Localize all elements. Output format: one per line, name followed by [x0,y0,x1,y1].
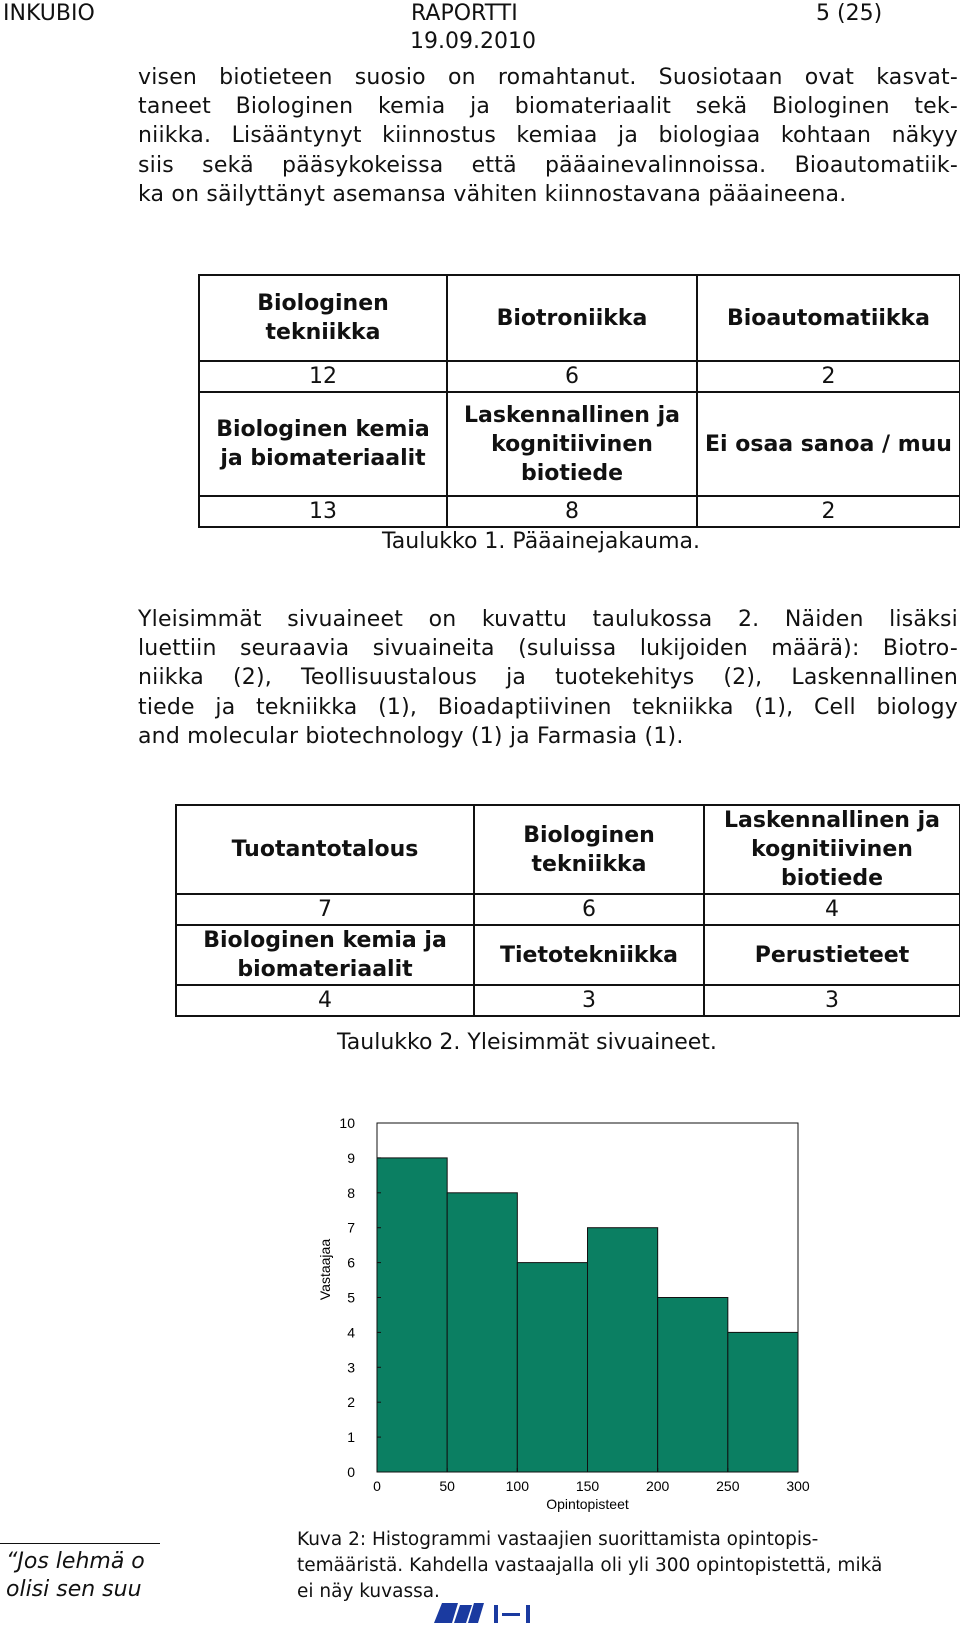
figure-caption [297,1527,957,1605]
y-axis-label: Vastaajaa [317,1238,333,1301]
y-tick-label: 7 [347,1219,355,1236]
histogram-bar [447,1193,517,1472]
paragraph-line: luettiin seuraavia sivuaineita (suluissa lukijoiden määrä): Biotro- [138,636,958,662]
paragraph-line: taneet Biologinen kemia ja biomateriaalit sekä Biologinen tek- [138,94,958,120]
paragraph-line: niikka (2), Teollisuustalous ja tuotekehitys (2), Laskennallinen [138,665,958,691]
header-org: INKUBIO [3,1,95,26]
table-value-cell: 13 [199,496,447,527]
table-value-cell: 8 [447,496,697,527]
y-tick-label: 0 [347,1464,355,1480]
y-tick-label: 4 [347,1324,355,1341]
table-header-cell: Ei osaa sanoa / muu [697,392,960,496]
x-axis-label: Opintopisteet [546,1496,629,1512]
table-header-cell: Perustieteet [704,925,960,985]
y-tick-label: 2 [347,1394,355,1411]
header-title: RAPORTTI [411,1,518,26]
table-header-cell: Biologinen tekniikka [474,805,704,894]
table-header-cell: Laskennallinen ja kognitiivinen biotiede [704,805,960,894]
x-tick-label: 200 [645,1478,670,1494]
table-header-cell: Biologinen kemia ja biomateriaalit [199,392,447,496]
x-tick-label: 250 [716,1478,740,1494]
table-header-cell: Bioautomatiikka [697,275,960,361]
y-tick-label: 6 [347,1254,355,1271]
table-value-cell: 4 [704,894,960,925]
table-value-cell: 2 [697,361,960,392]
paragraph-line: Yleisimmät sivuaineet on kuvattu taulukossa 2. Näiden lisäksi [138,607,958,632]
table-value-cell: 6 [474,894,704,925]
caption-line: Kuva 2: Histogrammi vastaajien suorittamista opintopis- [297,1529,819,1550]
table-header-cell: Laskennallinen ja kognitiivinen biotiede [447,392,697,496]
organization-logo [432,1601,542,1625]
quote-line: “Jos lehmä o [6,1549,145,1574]
table-value-cell: 12 [199,361,447,392]
header-page-number: 5 (25) [816,1,883,26]
table-header-cell: Biologinen kemia ja biomateriaalit [176,925,474,985]
y-tick-label: 3 [347,1359,355,1376]
table-value-cell: 4 [176,985,474,1016]
caption-line: temääristä. Kahdella vastaajalla oli yli 300 opintopistettä, mikä [297,1555,883,1576]
table-value-cell: 3 [474,985,704,1016]
table1-caption: Taulukko 1. Pääainejakauma. [382,529,701,554]
table-header-cell: Tuotantotalous [176,805,474,894]
table-value-cell: 6 [447,361,697,392]
quote-line: olisi sen suu [6,1577,142,1602]
histogram-bar [658,1298,728,1473]
histogram-bar [517,1263,587,1472]
table2-caption: Taulukko 2. Yleisimmät sivuaineet. [337,1030,717,1055]
paragraph-line: and molecular biotechnology (1) ja Farmasia (1). [138,723,684,749]
x-tick-label: 100 [505,1478,530,1494]
caption-line: ei näy kuvassa. [297,1581,440,1602]
table-value-cell: 7 [176,894,474,925]
header-date: 19.09.2010 [410,29,536,54]
paragraph-line: ka on säilyttänyt asemansa vähiten kiinnostavana pääaineena. [138,181,847,207]
y-tick-label: 5 [347,1289,355,1306]
footer-rule [0,1543,160,1544]
table-value-cell: 3 [704,985,960,1016]
paragraph-line: siis sekä pääsykokeissa että pääainevalinnoissa. Bioautomatiik- [138,152,958,178]
x-tick-label: 150 [575,1478,600,1494]
histogram-bar [728,1332,798,1472]
x-tick-label: 300 [786,1478,810,1494]
y-tick-label: 10 [339,1115,355,1131]
histogram-bar [377,1158,447,1472]
table-header-cell: Biologinen tekniikka [199,275,447,361]
paragraph-line: visen biotieteen suosio on romahtanut. Suosiotaan ovat kasvat- [138,65,958,90]
table-header-cell: Tietotekniikka [474,925,704,985]
x-tick-label: 0 [373,1478,381,1494]
paragraph-line: tiede ja tekniikka (1), Bioadaptiivinen tekniikka (1), Cell biology [138,694,958,720]
x-tick-label: 50 [439,1478,455,1494]
y-tick-label: 8 [347,1184,355,1201]
table-value-cell: 2 [697,496,960,527]
y-tick-label: 1 [347,1429,355,1446]
table-header-cell: Biotroniikka [447,275,697,361]
histogram-bar [588,1228,658,1472]
paragraph-line: niikka. Lisääntynyt kiinnostus kemiaa ja biologiaa kohtaan näkyy [138,123,958,149]
footer-quote [6,1548,162,1604]
y-tick-label: 9 [347,1149,355,1166]
